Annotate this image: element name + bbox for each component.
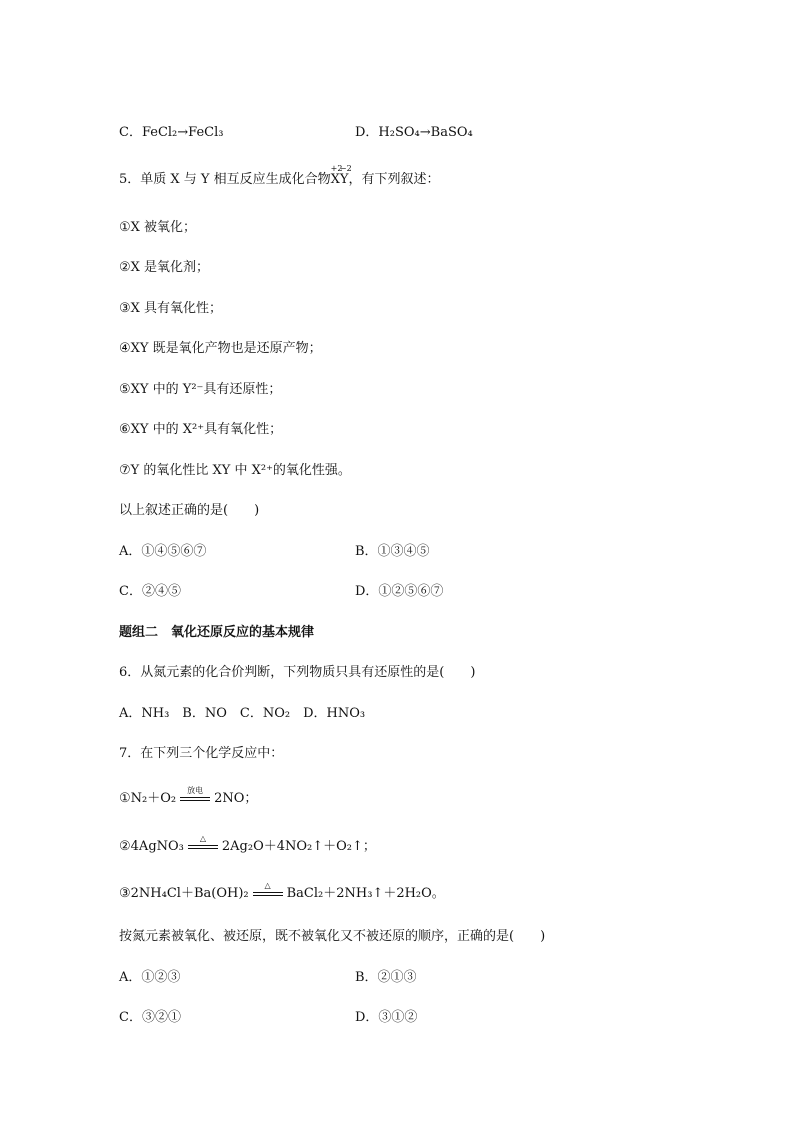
q7-r3-condition: △ bbox=[264, 880, 271, 890]
q5-option-d: D．①②⑤⑥⑦ bbox=[355, 584, 444, 599]
q7-r1-reactants: ①N₂＋O₂ bbox=[119, 791, 177, 806]
q5-question: 以上叙述正确的是( ) bbox=[119, 503, 260, 518]
q5-compound-x: +2 X bbox=[331, 171, 340, 189]
q7-r3-products: BaCl₂＋2NH₃↑＋2H₂O。 bbox=[286, 886, 445, 901]
q5-item-5: ⑤XY 中的 Y²⁻具有还原性； bbox=[119, 382, 282, 397]
q5-item-1: ①X 被氧化； bbox=[119, 220, 197, 235]
q5-x-valence: +2 bbox=[330, 164, 343, 173]
q7-stem: 7．在下列三个化学反应中： bbox=[119, 746, 284, 761]
q5-stem-suffix: ，有下列叙述： bbox=[348, 172, 440, 187]
q7-r2-condition: △ bbox=[199, 833, 206, 843]
q7-r1-condition: 放电 bbox=[187, 785, 204, 795]
q5-item-6: ⑥XY 中的 X²⁺具有氧化性； bbox=[119, 422, 283, 437]
q7-r2-products: 2Ag₂O＋4NO₂↑＋O₂↑； bbox=[221, 839, 376, 854]
q5-stem-prefix: 5．单质 X 与 Y 相互反应生成化合物 bbox=[119, 172, 331, 187]
q7-option-b: B．②①③ bbox=[355, 970, 417, 985]
section-title: 题组二 氧化还原反应的基本规律 bbox=[119, 625, 315, 640]
q7-option-d: D．③①② bbox=[355, 1010, 418, 1025]
q5-item-7: ⑦Y 的氧化性比 XY 中 X²⁺的氧化性强。 bbox=[119, 463, 351, 478]
q7-reaction-2 bbox=[119, 833, 376, 856]
q7-r2-reactants: ②4AgNO₃ bbox=[119, 839, 184, 854]
q6-stem: 6．从氮元素的化合价判断，下列物质只具有还原性的是( ) bbox=[119, 665, 476, 680]
q5-item-2: ②X 是氧化剂； bbox=[119, 260, 210, 275]
equation-arrow-icon bbox=[253, 880, 283, 899]
q7-option-c: C．③②① bbox=[119, 1010, 181, 1025]
q4-option-d: D．H₂SO₄→BaSO₄ bbox=[355, 125, 473, 140]
q5-option-c: C．②④⑤ bbox=[119, 584, 181, 599]
q4-option-c: C．FeCl₂→FeCl₃ bbox=[119, 125, 224, 140]
q7-r1-products: 2NO； bbox=[214, 791, 258, 806]
q5-item-3: ③X 具有氧化性； bbox=[119, 301, 223, 316]
equation-arrow-icon bbox=[188, 833, 218, 852]
q5-item-4: ④XY 既是氧化产物也是还原产物； bbox=[119, 341, 322, 356]
q5-y-valence: −2 bbox=[339, 164, 352, 173]
q5-compound-y: −2 Y bbox=[340, 171, 349, 189]
q6-options: A．NH₃ B．NO C．NO₂ D．HNO₃ bbox=[119, 706, 366, 721]
equation-arrow-icon bbox=[180, 785, 210, 804]
q5-option-a: A．①④⑤⑥⑦ bbox=[119, 544, 207, 559]
q7-r3-reactants: ③2NH₄Cl＋Ba(OH)₂ bbox=[119, 886, 249, 901]
q5-stem bbox=[119, 164, 440, 189]
q5-option-b: B．①③④⑤ bbox=[355, 544, 430, 559]
q7-option-a: A．①②③ bbox=[119, 970, 181, 985]
q7-question: 按氮元素被氧化、被还原，既不被氧化又不被还原的顺序，正确的是( ) bbox=[119, 929, 546, 944]
q7-reaction-3 bbox=[119, 880, 445, 903]
q7-reaction-1 bbox=[119, 785, 258, 808]
